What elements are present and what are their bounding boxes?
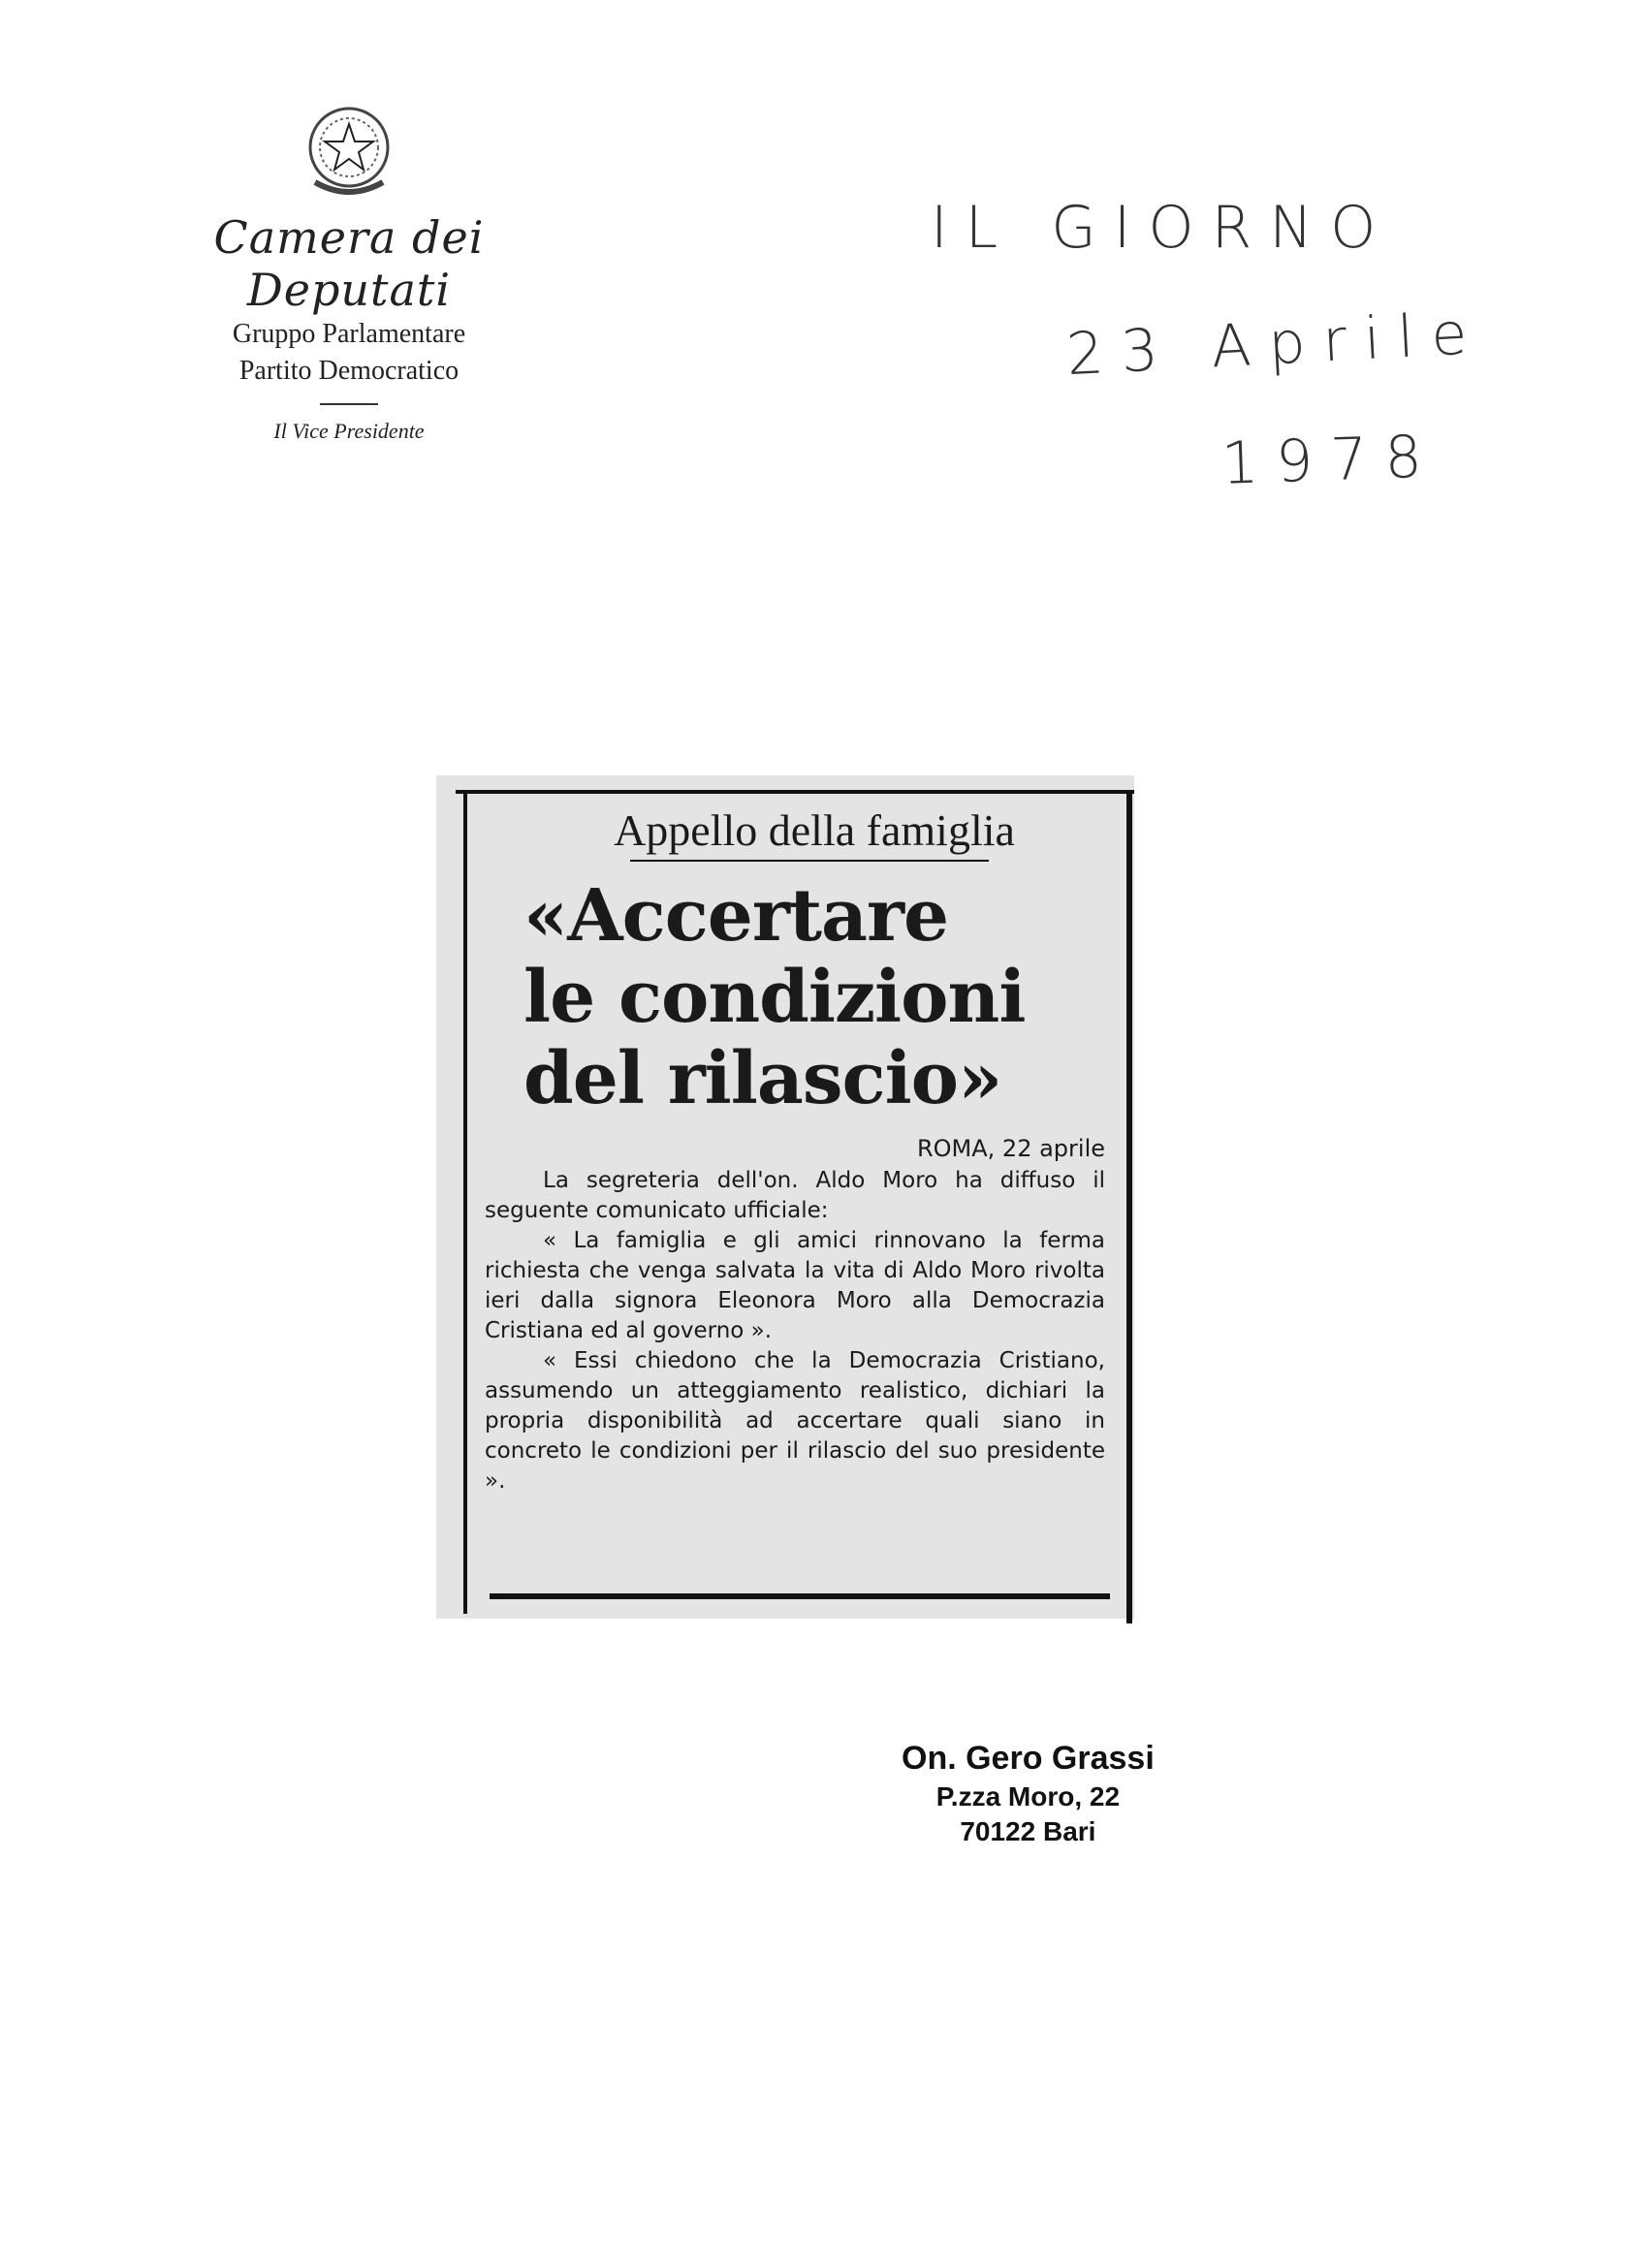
group-line-2: Partito Democratico: [238, 356, 460, 386]
chamber-title: Camera dei Deputati: [213, 211, 485, 316]
letterhead-divider: [320, 403, 378, 405]
article-paragraph: « La famiglia e gli amici rinnovano la ferma richiesta che venga salvata la vita di Aldo Moro rivolta ieri dalla signora Eleonora Moro alla Democrazia Cristiana ed al governo ».: [485, 1228, 1105, 1343]
clipping-border-right: [1126, 790, 1132, 1623]
headline-line-2: le condizioni: [523, 956, 1026, 1039]
italian-republic-emblem-icon: [296, 97, 402, 204]
kicker-rule: [630, 860, 989, 862]
handwritten-year: 1978: [1220, 423, 1441, 498]
headline-line-3: del rilascio»: [523, 1037, 1002, 1120]
address-city: 70122 Bari: [960, 1816, 1096, 1846]
article-headline: [523, 875, 1105, 1119]
role-title: Il Vice Presidente: [273, 419, 425, 443]
handwritten-date: 23 Aprile: [1064, 299, 1487, 390]
article-paragraph: La segreteria dell'on. Aldo Moro ha diffuso il seguente comunicato ufficiale:: [485, 1168, 1105, 1223]
address-stamp: [902, 1740, 1155, 1847]
article-body: [485, 1166, 1105, 1496]
letterhead: [155, 97, 543, 444]
group-line-1: Gruppo Parlamentare: [232, 319, 466, 349]
article-paragraph: « Essi chiedono che la Democrazia Cristiano, assumendo un atteggiamento realistico, dichiari la propria disponibilità ad accertare quali siano in concreto le condizioni per il rilascio del suo presidente ».: [485, 1348, 1105, 1494]
clipping-border-top: [456, 790, 1134, 794]
handwritten-newspaper: IL GIORNO: [931, 194, 1394, 262]
article-dateline: ROMA, 22 aprile: [916, 1135, 1105, 1162]
clipping-content: [485, 804, 1105, 1496]
clipping-border-bottom: [490, 1593, 1110, 1599]
headline-line-1: «Accertare: [523, 874, 949, 958]
clipping-border-left: [463, 790, 467, 1614]
article-kicker: Appello della famiglia: [614, 805, 1015, 855]
address-name: On. Gero Grassi: [902, 1740, 1155, 1777]
address-street: P.zza Moro, 22: [935, 1781, 1121, 1811]
